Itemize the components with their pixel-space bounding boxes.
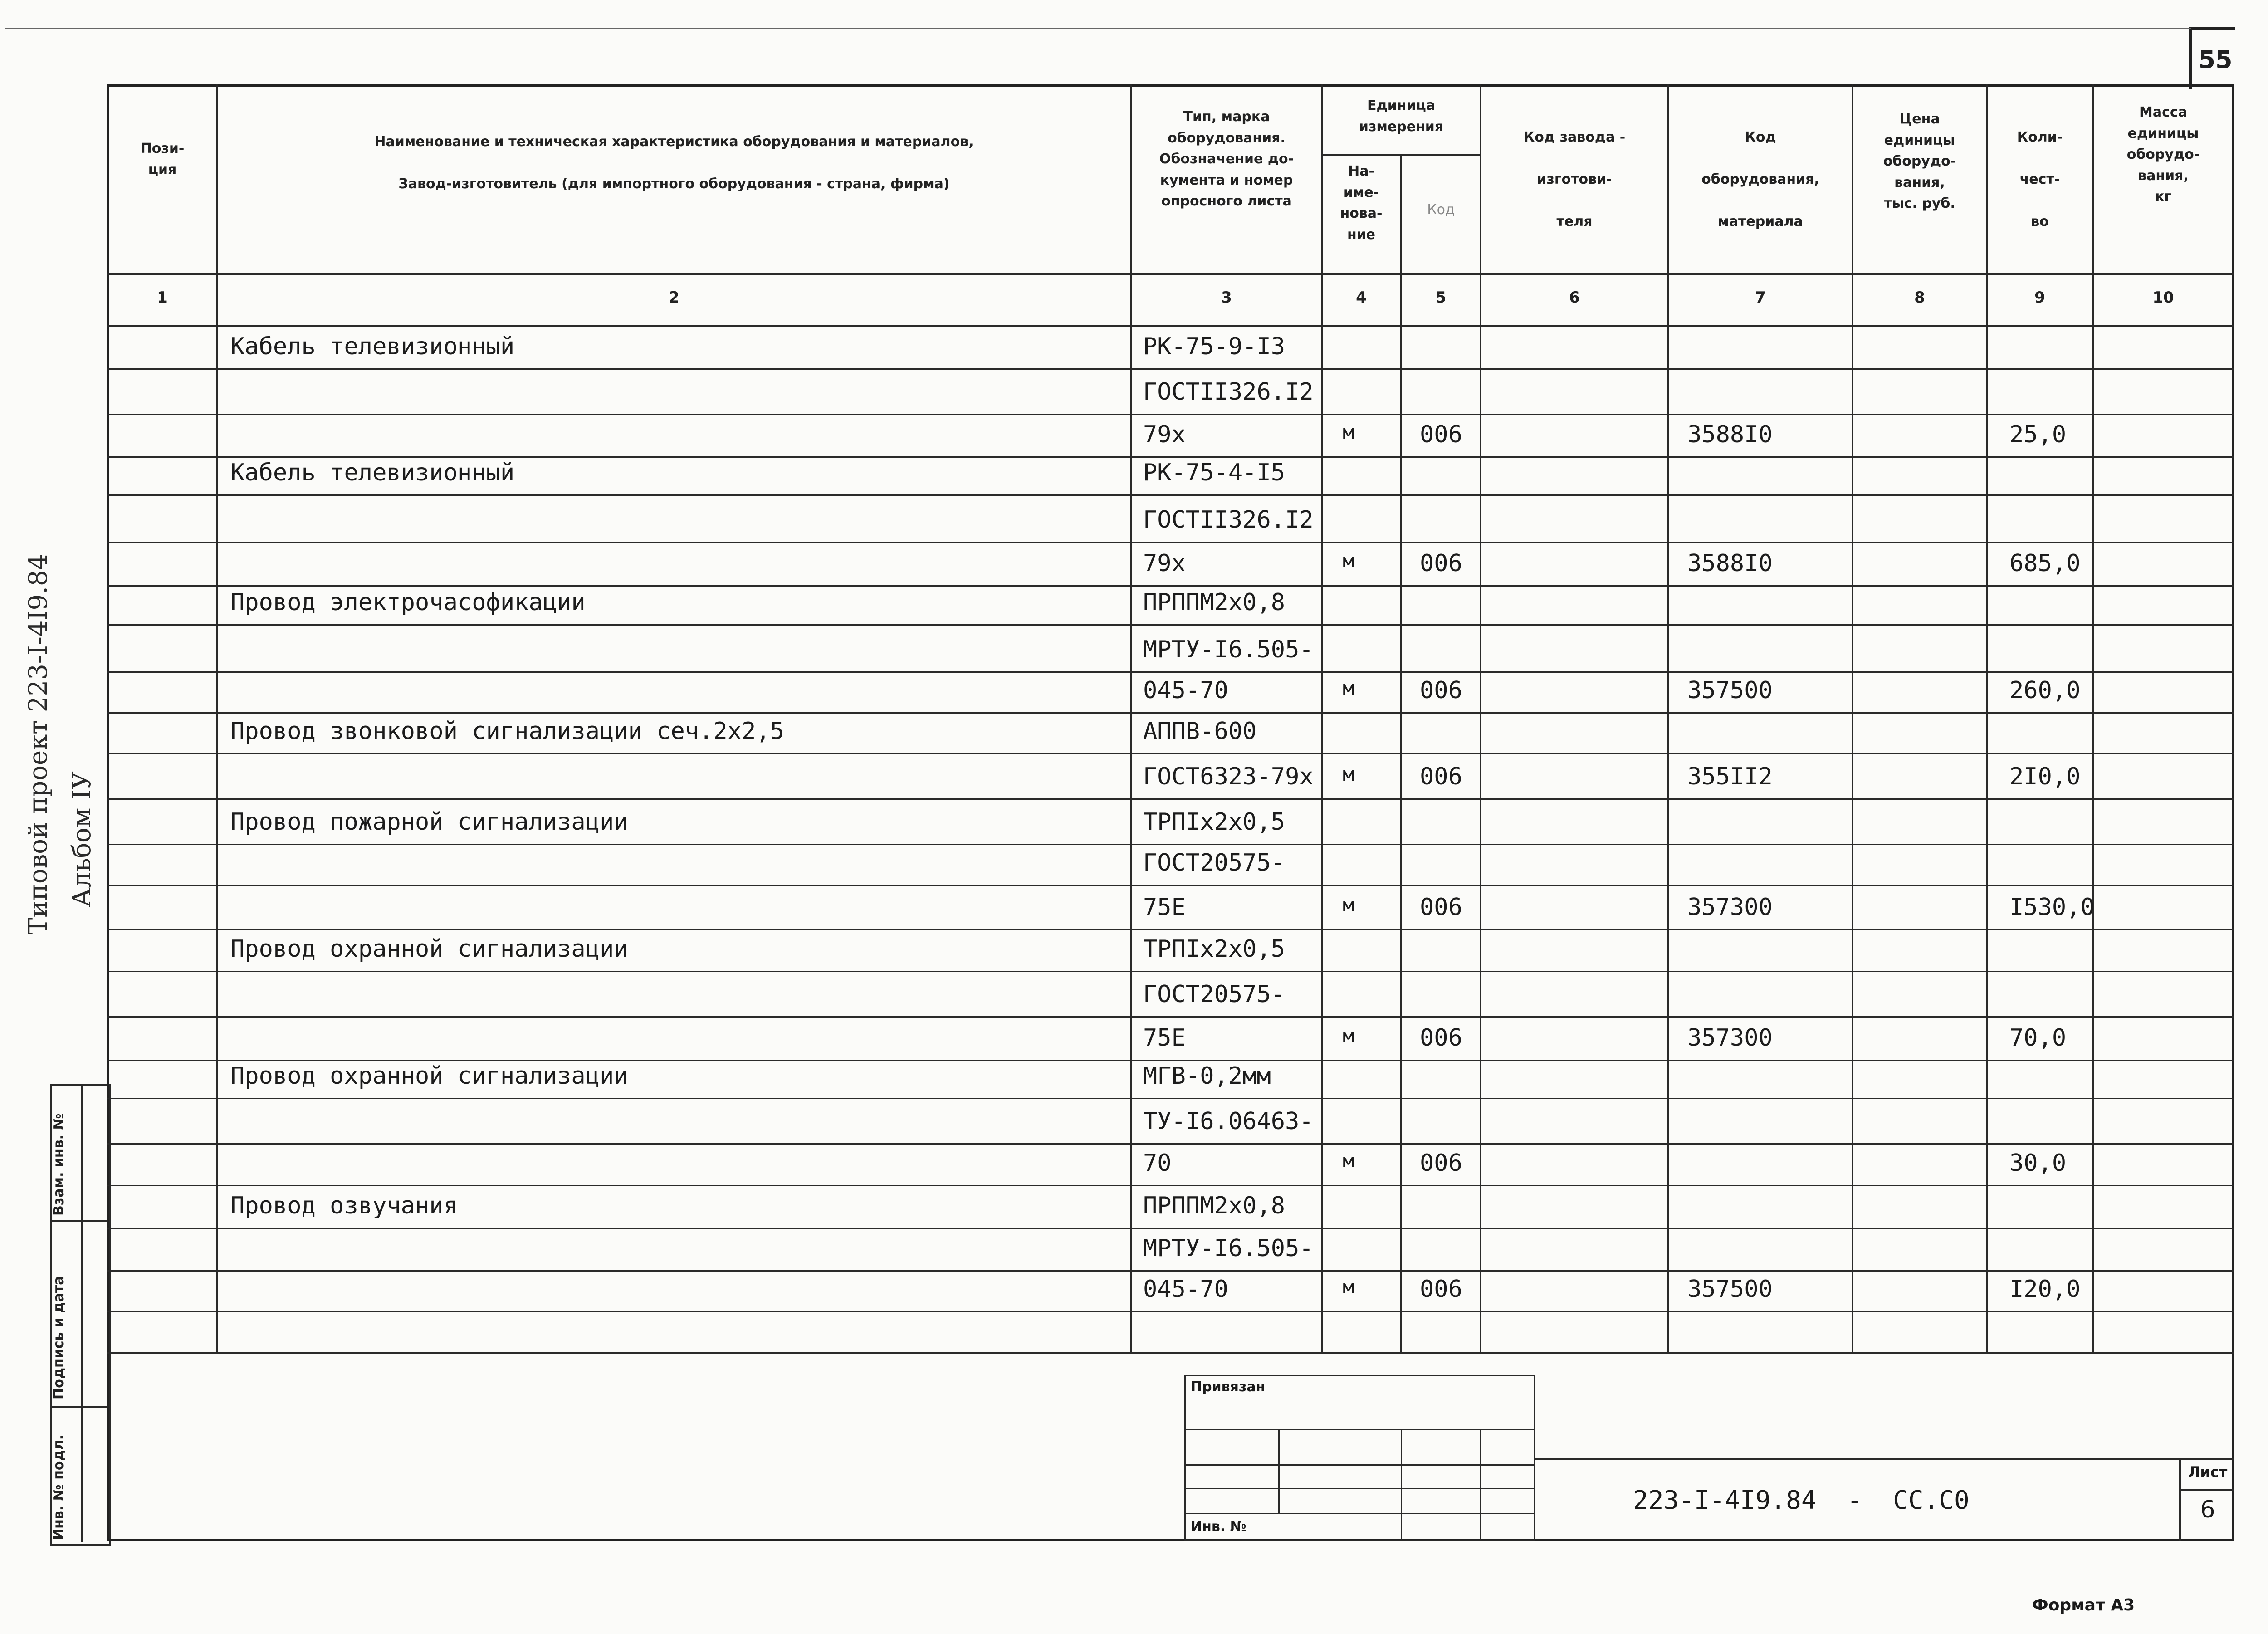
cell-quantity: 260,0 [2009,677,2081,704]
cell-quantity: 2I0,0 [2009,763,2081,790]
colnum: 5 [1435,289,1447,307]
cell-name: Провод пожарной сигнализации [230,808,628,836]
privyazan-block [1184,1375,1535,1541]
cell-type: 75Е [1143,1024,1186,1052]
cell-name: Кабель телевизионный [230,333,515,360]
cell-name: Провод охранной сигнализации [230,1062,628,1090]
cell-material-code: 3588I0 [1687,550,1773,577]
top-rule [5,28,2191,29]
row-divider [107,542,2234,543]
sheet-label: Лист [2188,1463,2228,1481]
privyazan-label: Привязан [1191,1379,1266,1395]
hdr-unit-code: Код [1427,202,1455,218]
cell-type: 70 [1143,1150,1172,1177]
row-divider [107,414,2234,415]
cell-name: Провод электрочасофикации [230,589,586,616]
row-divider [107,624,2234,626]
cell-material-code: 3588I0 [1687,421,1773,448]
cell-type: ГОСТ20575- [1143,981,1286,1008]
format-label: Формат А3 [2032,1596,2135,1614]
colnum: 8 [1914,289,1925,307]
side-project-label: Типовой проект 223-I-4I9.84 [24,553,53,934]
cell-type: ГОСТ20575- [1143,849,1286,876]
cell-unit-code: 006 [1420,677,1462,704]
row-divider [107,1185,2234,1186]
hdr-code: Код оборудования, материала [1701,129,1819,230]
cell-material-code: 357500 [1687,677,1773,704]
stamp-podpis-label: Подпись и дата [51,1276,67,1399]
cell-type: АППВ-600 [1143,718,1257,745]
cell-type: 79х [1143,421,1186,448]
row-divider [107,1016,2234,1018]
hdr-type: Тип, марка оборудования. Обозначение до- кумента и номер опросного листа [1159,109,1294,209]
cell-unit: м [1343,763,1354,785]
row-divider [107,753,2234,754]
cell-quantity: 30,0 [2009,1150,2067,1177]
cell-type: МРТУ-I6.505- [1143,1235,1314,1262]
hdr-name: Наименование и техническая характеристика оборудования и материалов, Завод-изготовитель (для импортного оборудования - страна, фирма) [374,134,974,192]
stamp-vzam-label: Взам. инв. № [51,1113,67,1216]
cell-type: ГОСТ6323-79х [1143,763,1314,790]
row-divider [107,585,2234,587]
cell-quantity: 25,0 [2009,421,2067,448]
row-divider [107,494,2234,496]
colnum: 7 [1755,289,1766,307]
cell-unit: м [1343,1276,1354,1298]
page-number: 55 [2198,45,2233,74]
row-divider [107,798,2234,800]
colnum: 9 [2034,289,2045,307]
cell-material-code: 357300 [1687,1024,1773,1052]
colnum: 10 [2152,289,2174,307]
row-divider [107,1143,2234,1145]
cell-material-code: 357500 [1687,1276,1773,1303]
cell-type: 75Е [1143,894,1186,921]
hdr-unit-name: На- име- нова- ние [1340,163,1383,243]
row-divider [107,929,2234,930]
cell-name: Кабель телевизионный [230,459,515,486]
colnum-divider [107,325,2234,327]
cell-type: РК-75-4-I5 [1143,459,1286,486]
row-divider [107,844,2234,845]
cell-type: ПРППМ2х0,8 [1143,589,1286,616]
cell-type: 045-70 [1143,1276,1228,1303]
row-divider [107,712,2234,714]
cell-quantity: 685,0 [2009,550,2081,577]
cell-material-code: 355II2 [1687,763,1773,790]
hdr-factory: Код завода - изготови- теля [1523,129,1626,230]
cell-unit-code: 006 [1420,1150,1462,1177]
cell-unit: м [1343,550,1354,572]
cell-name: Провод озвучания [230,1192,458,1219]
cell-unit-code: 006 [1420,1024,1462,1052]
cell-type: МГВ-0,2мм [1143,1062,1271,1090]
cell-unit: м [1343,421,1354,443]
cell-type: ГОСТII326.I2 [1143,506,1314,533]
hdr-position: Пози- ция [140,141,185,178]
hdr-unit: Единица измерения [1359,98,1444,135]
colnum: 6 [1569,289,1580,307]
cell-type: 79х [1143,550,1186,577]
cell-type: МРТУ-I6.505- [1143,636,1314,663]
stamp-inv-podl-label: Инв. № подл. [51,1434,67,1540]
cell-type: ТУ-I6.06463- [1143,1108,1314,1135]
colnum: 4 [1356,289,1367,307]
side-album-label: Альбом IУ [67,771,97,907]
row-divider [107,1060,2234,1061]
row-divider [107,1311,2234,1312]
row-divider [107,1098,2234,1099]
row-divider [107,1228,2234,1229]
cell-type: РК-75-9-I3 [1143,333,1286,360]
row-divider [107,368,2234,370]
colnum: 2 [669,289,679,307]
hdr-qty: Коли- чест- во [2017,129,2063,230]
cell-quantity: I530,0 [2009,894,2095,921]
cell-quantity: I20,0 [2009,1276,2081,1303]
row-divider [107,885,2234,886]
cell-name: Провод звонковой сигнализации сеч.2х2,5 [230,718,784,745]
cell-unit: м [1343,894,1354,916]
colnum: 3 [1221,289,1232,307]
row-divider [107,971,2234,972]
cell-unit: м [1343,1024,1354,1047]
cell-unit: м [1343,677,1354,699]
sheet-number: 6 [2200,1496,2215,1523]
cell-material-code: 357300 [1687,894,1773,921]
cell-unit-code: 006 [1420,1276,1462,1303]
cell-unit-code: 006 [1420,550,1462,577]
row-divider [107,671,2234,673]
document-code: 223-I-4I9.84 - СС.С0 [1633,1486,1970,1515]
cell-unit: м [1343,1150,1354,1172]
hdr-price: Цена единицы оборудо- вания, тыс. руб. [1883,111,1956,211]
row-divider [107,456,2234,458]
colnum: 1 [157,289,168,307]
cell-type: 045-70 [1143,677,1228,704]
header-divider [107,273,2234,275]
cell-unit-code: 006 [1420,894,1462,921]
cell-type: ТРПIх2х0,5 [1143,935,1286,963]
cell-unit-code: 006 [1420,421,1462,448]
row-divider [107,1270,2234,1272]
title-block-top [1535,1458,2234,1460]
hdr-mass: Масса единицы оборудо- вания, кг [2126,104,2200,205]
cell-name: Провод охранной сигнализации [230,935,628,963]
inv-no-label: Инв. № [1191,1519,1246,1535]
cell-type: ГОСТII326.I2 [1143,378,1314,406]
cell-type: ТРПIх2х0,5 [1143,808,1286,836]
cell-unit-code: 006 [1420,763,1462,790]
cell-quantity: 70,0 [2009,1024,2067,1052]
cell-type: ПРППМ2х0,8 [1143,1192,1286,1219]
